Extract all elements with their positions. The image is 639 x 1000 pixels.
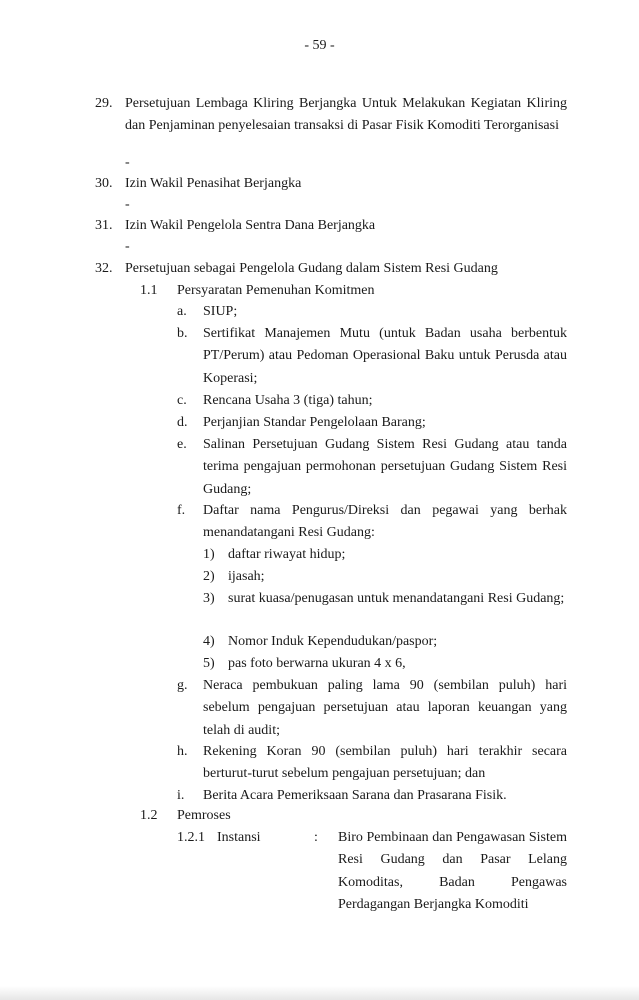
item-number: 30. <box>95 176 113 191</box>
item-dash: - <box>125 155 130 170</box>
list-key: g. <box>177 678 188 693</box>
sublist-item: ijasah; <box>228 569 265 584</box>
list-item: SIUP; <box>203 304 238 319</box>
field-value: Biro Pembinaan dan Pengawasan Sistem Resi Gudang dan Pasar Lelang Komoditas, Badan Pengawas Perdagangan Berjangka Komoditi <box>338 830 567 912</box>
list-item: Salinan Persetujuan Gudang Sistem Resi Gudang atau tanda terima pengajuan permohonan persetujuan Gudang Sistem Resi Gudang; <box>203 437 567 497</box>
list-key: h. <box>177 744 188 759</box>
sublist-item: Nomor Induk Kependudukan/paspor; <box>228 634 438 649</box>
field-label: Instansi <box>217 830 261 845</box>
list-item: Neraca pembukuan paling lama 90 (sembilan puluh) hari sebelum pengajuan persetujuan atau laporan keuangan yang telah di audit; <box>203 678 567 738</box>
item-text: Persetujuan Lembaga Kliring Berjangka Untuk Melakukan Kegiatan Kliring dan Penjaminan penyelesaian transaksi di Pasar Fisik Komoditi Terorganisasi <box>125 96 567 134</box>
list-key: a. <box>177 304 187 319</box>
list-key: i. <box>177 788 185 803</box>
item-text: Izin Wakil Pengelola Sentra Dana Berjangka <box>125 218 376 233</box>
section-number: 1.1 <box>140 283 158 298</box>
section-title: Pemroses <box>177 808 231 823</box>
sublist-key: 1) <box>203 547 215 562</box>
item-text: Persetujuan sebagai Pengelola Gudang dalam Sistem Resi Gudang <box>125 261 498 276</box>
sublist-key: 3) <box>203 591 215 606</box>
list-key: b. <box>177 326 188 341</box>
subsection-number: 1.2.1 <box>177 830 205 845</box>
list-item: Berita Acara Pemeriksaan Sarana dan Prasarana Fisik. <box>203 788 507 803</box>
list-key: e. <box>177 437 187 452</box>
item-number: 32. <box>95 261 113 276</box>
field-colon: : <box>314 830 318 845</box>
page-number: - 59 - <box>304 38 335 53</box>
item-dash: - <box>125 239 130 254</box>
sublist-item: daftar riwayat hidup; <box>228 547 346 562</box>
sublist-key: 5) <box>203 656 215 671</box>
item-number: 31. <box>95 218 113 233</box>
list-key: d. <box>177 415 188 430</box>
list-item: Daftar nama Pengurus/Direksi dan pegawai yang berhak menandatangani Resi Gudang: <box>203 503 567 541</box>
list-item: Rencana Usaha 3 (tiga) tahun; <box>203 393 373 408</box>
list-item: Sertifikat Manajemen Mutu (untuk Badan usaha berbentuk PT/Perum) atau Pedoman Operasional Baku untuk Perusda atau Koperasi; <box>203 326 567 386</box>
item-dash: - <box>125 197 130 212</box>
item-number: 29. <box>95 96 113 111</box>
list-key: f. <box>177 503 186 518</box>
scan-edge <box>0 986 639 1000</box>
sublist-item: pas foto berwarna ukuran 4 x 6, <box>228 656 406 671</box>
section-number: 1.2 <box>140 808 158 823</box>
sublist-key: 4) <box>203 634 215 649</box>
item-text: Izin Wakil Penasihat Berjangka <box>125 176 302 191</box>
list-key: c. <box>177 393 187 408</box>
section-title: Persyaratan Pemenuhan Komitmen <box>177 283 375 298</box>
sublist-item: surat kuasa/penugasan untuk menandatangani Resi Gudang; <box>228 591 565 606</box>
sublist-key: 2) <box>203 569 215 584</box>
list-item: Rekening Koran 90 (sembilan puluh) hari terakhir secara berturut-turut sebelum pengajuan persetujuan; dan <box>203 744 567 782</box>
list-item: Perjanjian Standar Pengelolaan Barang; <box>203 415 426 430</box>
